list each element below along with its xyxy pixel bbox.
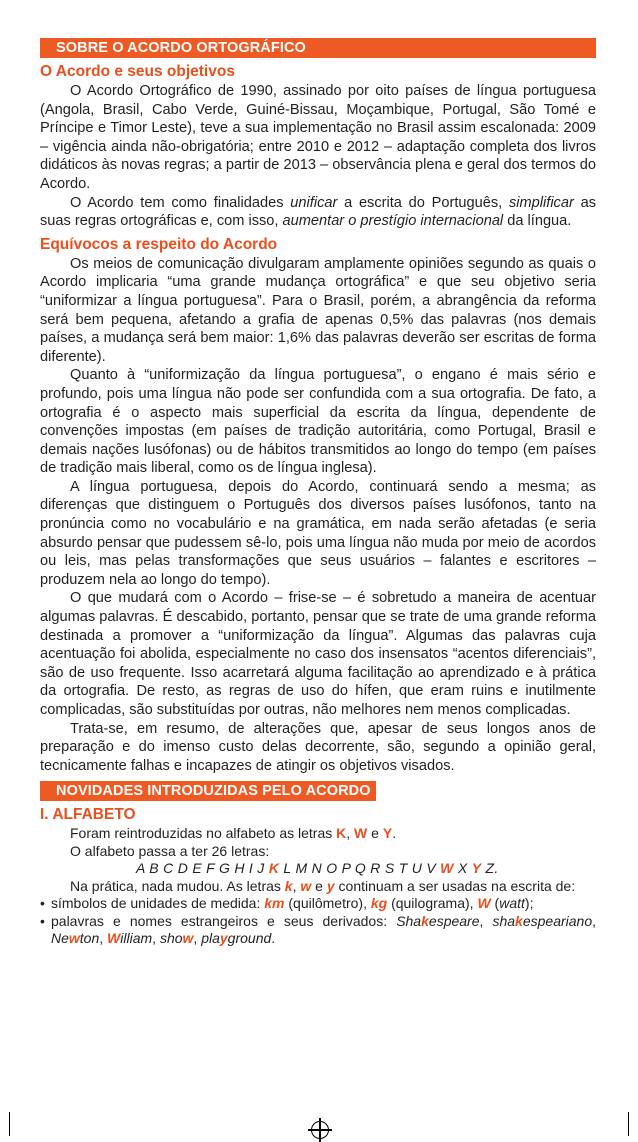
paragraph: O Acordo tem como finalidades unificar a escrita do Português, simplificar as suas regras ortográficas e, com isso, aumentar o prestígio internacional da língua. <box>40 194 596 230</box>
registration-mark-icon <box>311 1121 329 1139</box>
section-banner: SOBRE O ACORDO ORTOGRÁFICO <box>40 38 596 58</box>
paragraph: A língua portuguesa, depois do Acordo, continuará sendo a mesma; as diferenças que distinguem o Português dos diversos países lusófonos, tanto na pronúncia como no vocabulário e na gramática, em nada serão afetadas (e seria absurdo pensar que pudessem sê-lo, pois uma língua não muda por meio de acordos ou leis, mas pelas transformações que seus usuários – falantes e escritores – produzem nela ao longo do tempo). <box>40 478 596 588</box>
paragraph: O Acordo Ortográfico de 1990, assinado por oito países de língua portuguesa (Angola, Brasil, Cabo Verde, Guiné-Bissau, Moçambique, Portugal, São Tomé e Príncipe e Timor Leste), teve a sua implementação no Brasil assim escalonada: 2009 – vigência ainda não-obrigatória; entre 2010 e 2012 – adaptação completa dos livros didáticos às novas regras; a partir de 2013 – observância plena e geral dos termos do Acordo. <box>40 83 596 192</box>
paragraph: O que mudará com o Acordo – frise-se – é sobretudo a maneira de acentuar algumas palavras. É descabido, portanto, pensar que se trate de uma grande reforma destinada a promover a “uniformização da língua”. Algumas das palavras cuja acentuação foi abolida, especialmente no caso dos insensatos “acentos diferenciais”, são de uso frequente. Isso acarretará alguma facilitação ao aprendizado e à prática da ortografia. De resto, as regras de uso do hífen, que eram ruins e inutilmente complicadas, são substituídas por outras, não melhores nem menos complicadas. <box>40 590 596 718</box>
heading-alfabeto: I. ALFABETO <box>40 806 136 824</box>
section-banner: NOVIDADES INTRODUZIDAS PELO ACORDO <box>40 781 376 801</box>
crop-mark <box>628 1112 629 1136</box>
heading-objetivos: O Acordo e seus objetivos <box>40 63 235 80</box>
heading-equivocos: Equívocos a respeito do Acordo <box>40 235 278 253</box>
paragraph: Trata-se, em resumo, de alterações que, apesar de seus longos anos de preparação e do imenso custo delas decorrente, são, segundo a opinião geral, tecnicamente falhas e incapazes de atingir os objetivos visados. <box>40 720 596 774</box>
list-item: • palavras e nomes estrangeiros e seus derivados: Shakespeare, shakespeariano, Newton, William, show, playground. <box>40 913 596 948</box>
crop-mark <box>9 1112 10 1136</box>
paragraph: Foram reintroduzidas no alfabeto as letras K, W e Y. <box>70 825 397 842</box>
alphabet-line: A B C D E F G H I J K L M N O P Q R S T U V W X Y Z. <box>136 860 499 877</box>
paragraph: Quanto à “uniformização da língua portuguesa”, o engano é mais sério e profundo, pois uma língua não pode ser confundida com a sua ortografia. De fato, a ortografia é o aspecto mais superficial da escrita da língua, dependente de convenções impostas (em países de tradição autoritária, como Portugal, Brasil e demais nações lusófonas) ou de hábitos transmitidos ao longo do tempo (em países de tradição mais liberal, como os de língua inglesa). <box>40 367 596 477</box>
document-page <box>40 38 596 948</box>
alfabeto-section <box>40 825 596 948</box>
paragraph: Na prática, nada mudou. As letras k, w e y continuam a ser usadas na escrita de: <box>70 877 576 894</box>
paragraph: O alfabeto passa a ter 26 letras: <box>70 842 270 859</box>
list-item: • símbolos de unidades de medida: km (quilômetro), kg (quilograma), W (watt); <box>40 895 596 913</box>
paragraph: Os meios de comunicação divulgaram amplamente opiniões segundo as quais o Acordo implicaria “uma grande mudança ortográfica” e que seu objetivo seria “uniformizar a língua portuguesa”. Para o Brasil, porém, a abrangência da reforma será bem pequena, afetando a grafia de apenas 0,5% das palavras (nos demais países, a mudança será bem maior: 1,6% das palavras deverão ser escritas de forma diferente). <box>40 255 596 365</box>
